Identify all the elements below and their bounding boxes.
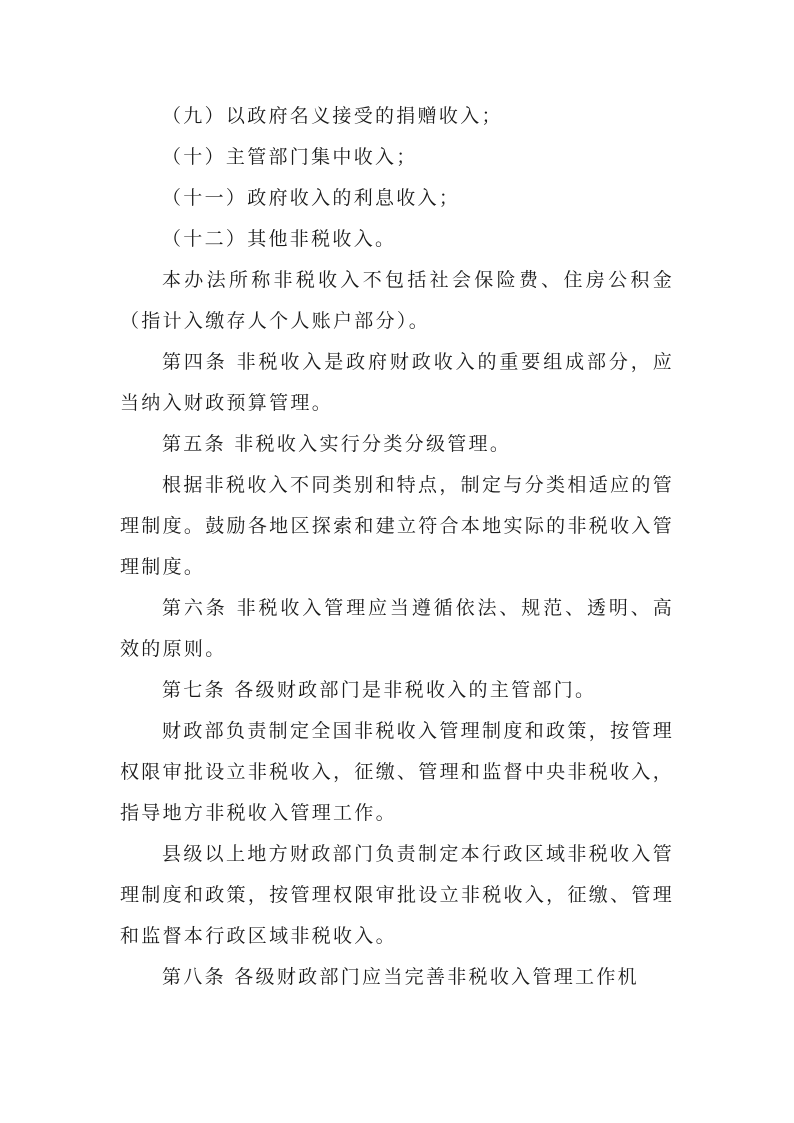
paragraph-exclusion-note: 本办法所称非税收入不包括社会保险费、住房公积金（指计入缴存人个人账户部分）。 — [120, 269, 674, 332]
article-7-ministry: 财政部负责制定全国非税收入管理制度和政策，按管理权限审批设立非税收入，征缴、管理和监督中央非税收入，指导地方非税收入管理工作。 — [120, 720, 674, 824]
paragraph-item-11: （十一）政府收入的利息收入； — [162, 187, 461, 209]
article-5: 第五条 非税收入实行分类分级管理。 — [162, 433, 512, 455]
article-4: 第四条 非税收入是政府财政收入的重要组成部分，应当纳入财政预算管理。 — [120, 351, 674, 414]
article-7: 第七条 各级财政部门是非税收入的主管部门。 — [162, 679, 597, 701]
article-5-detail: 根据非税收入不同类别和特点，制定与分类相适应的管理制度。鼓励各地区探索和建立符合本地实际的非税收入管理制度。 — [120, 474, 674, 578]
paragraph-item-10: （十）主管部门集中收入； — [162, 146, 418, 168]
article-8: 第八条 各级财政部门应当完善非税收入管理工作机 — [162, 966, 639, 988]
article-7-local: 县级以上地方财政部门负责制定本行政区域非税收入管理制度和政策，按管理权限审批设立非税收入，征缴、管理和监督本行政区域非税收入。 — [120, 843, 674, 947]
article-6: 第六条 非税收入管理应当遵循依法、规范、透明、高效的原则。 — [120, 597, 674, 660]
paragraph-item-9: （九）以政府名义接受的捐赠收入； — [162, 105, 503, 127]
paragraph-item-12: （十二）其他非税收入。 — [162, 228, 397, 250]
